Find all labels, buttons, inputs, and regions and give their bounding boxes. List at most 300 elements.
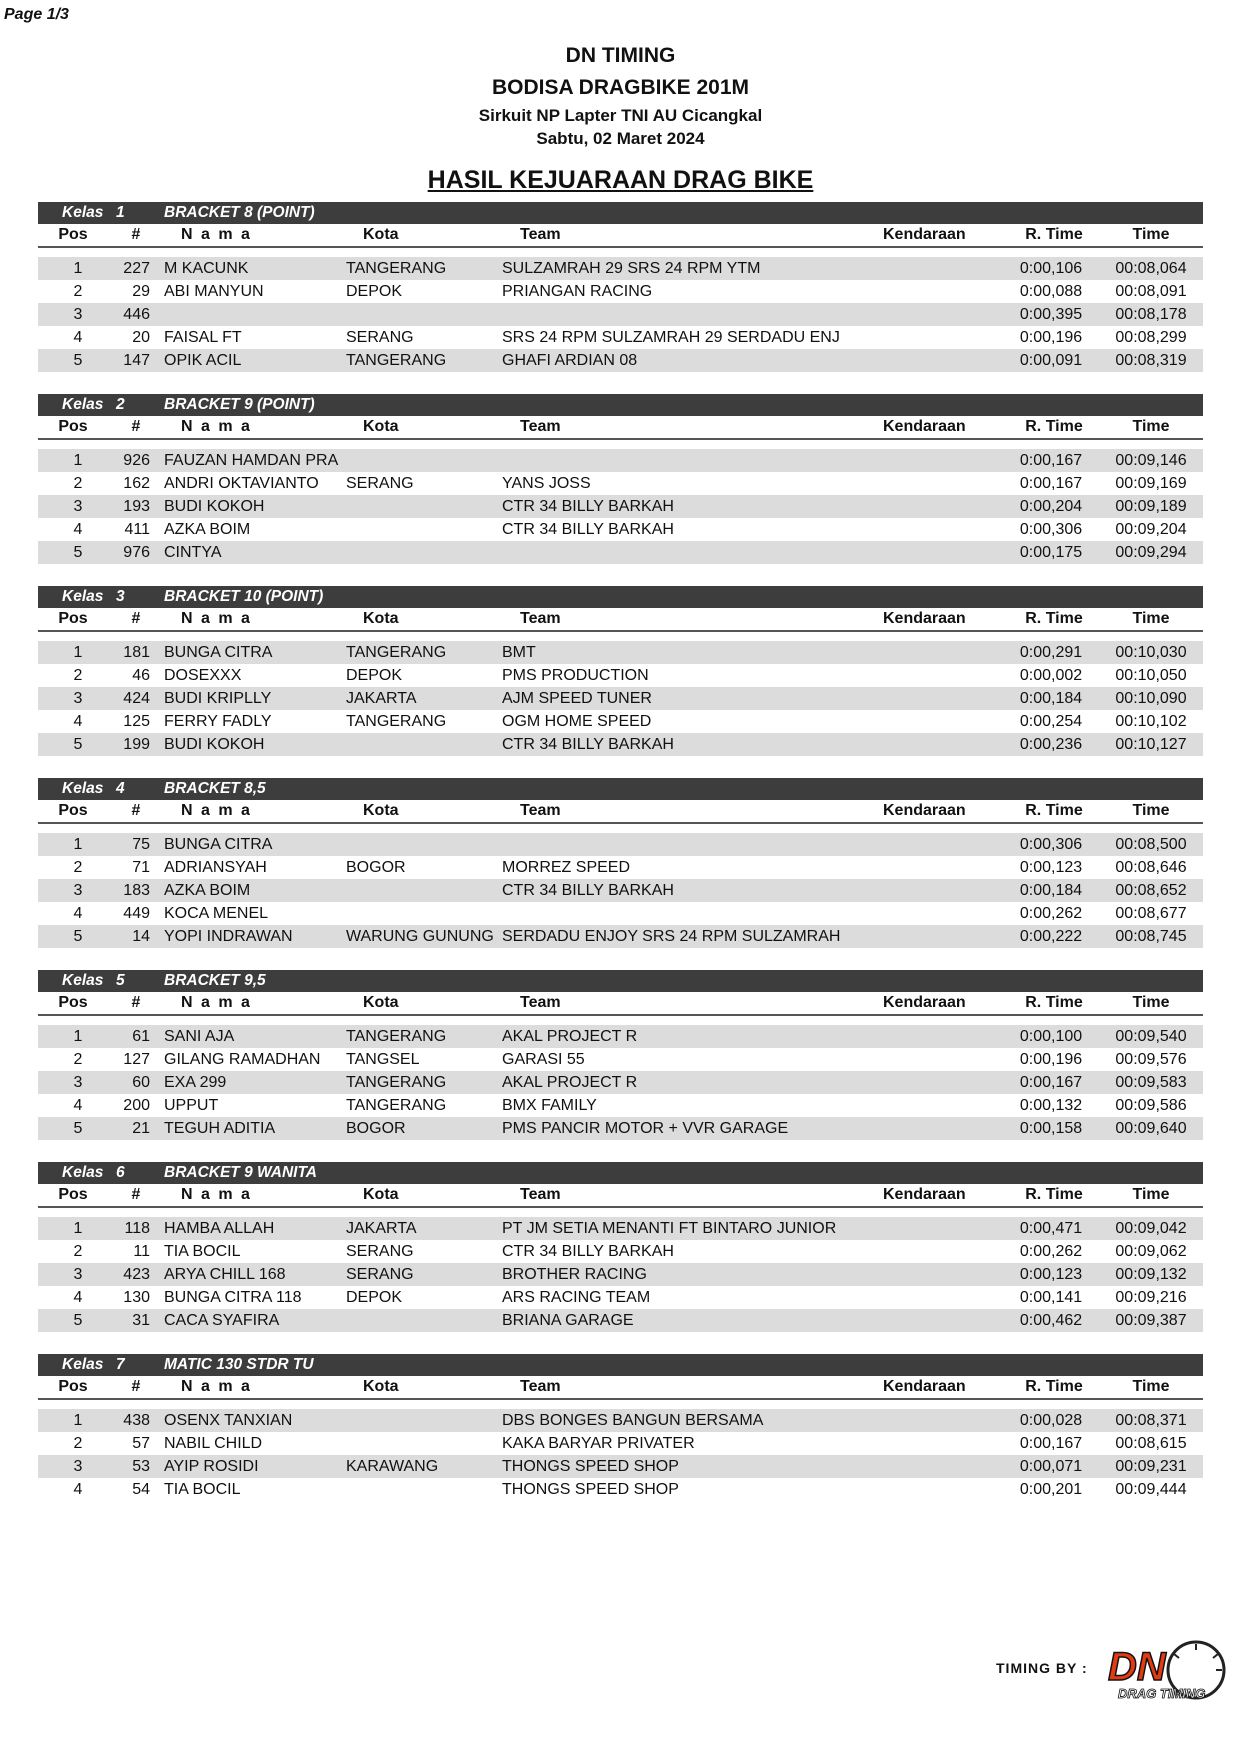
cell-time: 00:09,540 — [1115, 1028, 1187, 1045]
cell-name: ABI MANYUN — [164, 283, 264, 300]
column-header-rtime: R. Time — [1025, 226, 1083, 243]
dn-timing-logo — [1100, 1640, 1236, 1704]
column-header-pos: Pos — [58, 1378, 88, 1395]
cell-city: WARUNG GUNUNG — [346, 928, 494, 945]
cell-num: 976 — [123, 544, 150, 561]
cell-team: ARS RACING TEAM — [502, 1289, 651, 1306]
cell-pos: 5 — [73, 352, 83, 369]
class-word: Kelas — [62, 780, 104, 797]
table-row — [38, 257, 1203, 280]
cell-time: 00:09,583 — [1115, 1074, 1187, 1091]
table-row — [38, 1240, 1203, 1263]
table-row — [38, 541, 1203, 564]
cell-name: NABIL CHILD — [164, 1435, 263, 1452]
class-section — [38, 586, 1203, 778]
cell-num: 57 — [132, 1435, 150, 1452]
class-name: BRACKET 8,5 — [164, 780, 266, 797]
cell-name: CINTYA — [164, 544, 222, 561]
cell-city: BOGOR — [346, 1120, 406, 1137]
cell-name: BUNGA CITRA — [164, 644, 273, 661]
cell-city: SERANG — [346, 1243, 414, 1260]
column-header-row — [38, 1184, 1203, 1208]
cell-city: SERANG — [346, 329, 414, 346]
cell-team: PRIANGAN RACING — [502, 283, 653, 300]
cell-pos: 4 — [73, 905, 83, 922]
cell-name: BUDI KOKOH — [164, 736, 265, 753]
cell-rtime: 0:00,291 — [1019, 644, 1083, 661]
table-row — [38, 495, 1203, 518]
column-header-row — [38, 800, 1203, 824]
cell-name: YOPI INDRAWAN — [164, 928, 293, 945]
cell-rtime: 0:00,184 — [1019, 690, 1083, 707]
table-row — [38, 1286, 1203, 1309]
cell-num: 11 — [133, 1243, 150, 1260]
cell-num: 60 — [132, 1074, 150, 1091]
class-word: Kelas — [62, 1356, 104, 1373]
table-row — [38, 518, 1203, 541]
cell-team: CTR 34 BILLY BARKAH — [502, 498, 674, 515]
cell-num: 118 — [124, 1220, 150, 1237]
cell-team: OGM HOME SPEED — [502, 713, 652, 730]
table-row — [38, 1071, 1203, 1094]
cell-rtime: 0:00,184 — [1019, 882, 1083, 899]
cell-rtime: 0:00,175 — [1019, 544, 1083, 561]
cell-name: GILANG RAMADHAN — [164, 1051, 321, 1068]
class-word: Kelas — [62, 204, 104, 221]
cell-rtime: 0:00,167 — [1019, 1074, 1083, 1091]
cell-team: SULZAMRAH 29 SRS 24 RPM YTM — [502, 260, 761, 277]
cell-num: 199 — [123, 736, 150, 753]
cell-city: TANGERANG — [346, 1097, 447, 1114]
cell-city: TANGERANG — [346, 713, 447, 730]
column-header-team: Team — [520, 802, 561, 819]
column-header-time: Time — [1132, 610, 1170, 627]
cell-rtime: 0:00,462 — [1019, 1312, 1083, 1329]
cell-team: KAKA BARYAR PRIVATER — [502, 1435, 695, 1452]
cell-team: PMS PANCIR MOTOR + VVR GARAGE — [502, 1120, 789, 1137]
column-header-city: Kota — [363, 226, 399, 243]
cell-team: BROTHER RACING — [502, 1266, 647, 1283]
column-header-name: N a m a — [181, 1186, 252, 1203]
column-header-city: Kota — [363, 1186, 399, 1203]
cell-time: 00:09,042 — [1115, 1220, 1187, 1237]
cell-pos: 5 — [73, 1312, 83, 1329]
table-row — [38, 280, 1203, 303]
table-row — [38, 925, 1203, 948]
cell-team: DBS BONGES BANGUN BERSAMA — [502, 1412, 764, 1429]
cell-rtime: 0:00,106 — [1019, 260, 1083, 277]
cell-name: AYIP ROSIDI — [164, 1458, 259, 1475]
table-row — [38, 733, 1203, 756]
cell-num: 162 — [123, 475, 150, 492]
table-row — [38, 641, 1203, 664]
cell-city: TANGERANG — [346, 644, 447, 661]
document-header — [0, 40, 1241, 196]
table-row — [38, 1048, 1203, 1071]
cell-rtime: 0:00,395 — [1019, 306, 1083, 323]
table-row — [38, 326, 1203, 349]
cell-pos: 1 — [73, 644, 83, 661]
class-header-bar — [38, 202, 1203, 224]
cell-num: 20 — [132, 329, 150, 346]
table-row — [38, 1263, 1203, 1286]
cell-pos: 4 — [73, 713, 83, 730]
cell-pos: 5 — [73, 928, 83, 945]
cell-num: 423 — [123, 1266, 150, 1283]
cell-team: BMX FAMILY — [502, 1097, 597, 1114]
cell-name: CACA SYAFIRA — [164, 1312, 280, 1329]
cell-time: 00:08,371 — [1115, 1412, 1187, 1429]
cell-rtime: 0:00,100 — [1019, 1028, 1083, 1045]
column-header-name: N a m a — [181, 994, 252, 1011]
column-header-team: Team — [520, 1186, 561, 1203]
column-header-num: # — [131, 610, 141, 627]
cell-pos: 2 — [73, 1051, 83, 1068]
table-row — [38, 1409, 1203, 1432]
class-name: BRACKET 8 (POINT) — [164, 204, 315, 221]
class-header-bar — [38, 1162, 1203, 1184]
column-header-rtime: R. Time — [1025, 418, 1083, 435]
cell-num: 46 — [132, 667, 150, 684]
column-header-team: Team — [520, 226, 561, 243]
cell-time: 00:09,294 — [1115, 544, 1187, 561]
class-section — [38, 970, 1203, 1162]
column-header-city: Kota — [363, 994, 399, 1011]
cell-pos: 1 — [73, 452, 83, 469]
cell-pos: 2 — [73, 859, 83, 876]
column-header-city: Kota — [363, 1378, 399, 1395]
cell-time: 00:10,102 — [1115, 713, 1187, 730]
column-header-row — [38, 416, 1203, 440]
cell-time: 00:08,652 — [1115, 882, 1187, 899]
cell-num: 926 — [123, 452, 150, 469]
cell-rtime: 0:00,167 — [1019, 475, 1083, 492]
cell-team: SRS 24 RPM SULZAMRAH 29 SERDADU ENJ — [502, 329, 840, 346]
cell-pos: 4 — [73, 521, 83, 538]
cell-time: 00:09,444 — [1115, 1481, 1187, 1498]
cell-num: 14 — [132, 928, 150, 945]
cell-rtime: 0:00,204 — [1019, 498, 1083, 515]
results-sections — [38, 202, 1203, 1523]
venue: Sirkuit NP Lapter TNI AU Cicangkal — [478, 106, 763, 125]
class-name: BRACKET 9 (POINT) — [164, 396, 315, 413]
column-header-time: Time — [1132, 226, 1170, 243]
column-header-num: # — [131, 1186, 141, 1203]
table-row — [38, 833, 1203, 856]
cell-num: 200 — [123, 1097, 150, 1114]
cell-num: 125 — [123, 713, 150, 730]
cell-name: SANI AJA — [164, 1028, 235, 1045]
cell-city: DEPOK — [346, 667, 403, 684]
cell-rtime: 0:00,262 — [1019, 1243, 1083, 1260]
column-header-row — [38, 224, 1203, 248]
column-header-pos: Pos — [58, 226, 88, 243]
class-number: 2 — [116, 396, 125, 413]
cell-rtime: 0:00,306 — [1019, 521, 1083, 538]
table-row — [38, 449, 1203, 472]
column-header-time: Time — [1132, 1378, 1170, 1395]
cell-num: 75 — [132, 836, 150, 853]
table-row — [38, 902, 1203, 925]
class-number: 1 — [116, 204, 125, 221]
svg-text:DN: DN — [1108, 1645, 1166, 1689]
cell-pos: 5 — [73, 736, 83, 753]
cell-team: SERDADU ENJOY SRS 24 RPM SULZAMRAH — [502, 928, 841, 945]
column-header-vehicle: Kendaraan — [883, 802, 966, 819]
table-row — [38, 1217, 1203, 1240]
cell-pos: 3 — [73, 882, 83, 899]
cell-team: THONGS SPEED SHOP — [502, 1481, 679, 1498]
column-header-vehicle: Kendaraan — [883, 994, 966, 1011]
column-header-name: N a m a — [181, 610, 252, 627]
cell-time: 00:09,576 — [1115, 1051, 1187, 1068]
cell-name: M KACUNK — [164, 260, 249, 277]
class-header-bar — [38, 394, 1203, 416]
cell-pos: 2 — [73, 475, 83, 492]
cell-team: PMS PRODUCTION — [502, 667, 649, 684]
table-row — [38, 856, 1203, 879]
cell-team: CTR 34 BILLY BARKAH — [502, 1243, 674, 1260]
cell-rtime: 0:00,071 — [1019, 1458, 1083, 1475]
column-header-city: Kota — [363, 610, 399, 627]
cell-pos: 2 — [73, 1435, 83, 1452]
cell-pos: 4 — [73, 329, 83, 346]
cell-city: KARAWANG — [346, 1458, 439, 1475]
cell-time: 00:09,062 — [1115, 1243, 1187, 1260]
cell-city: TANGSEL — [346, 1051, 420, 1068]
class-name: BRACKET 9,5 — [164, 972, 266, 989]
cell-num: 424 — [123, 690, 150, 707]
cell-team: BRIANA GARAGE — [502, 1312, 634, 1329]
table-row — [38, 1025, 1203, 1048]
cell-time: 00:09,132 — [1115, 1266, 1187, 1283]
cell-rtime: 0:00,158 — [1019, 1120, 1083, 1137]
cell-pos: 1 — [73, 1028, 83, 1045]
class-header-bar — [38, 778, 1203, 800]
svg-text:DRAG TIMING: DRAG TIMING — [1118, 1686, 1206, 1701]
cell-team: CTR 34 BILLY BARKAH — [502, 736, 674, 753]
cell-time: 00:10,090 — [1115, 690, 1187, 707]
cell-name: BUDI KOKOH — [164, 498, 265, 515]
cell-rtime: 0:00,196 — [1019, 329, 1083, 346]
table-row — [38, 664, 1203, 687]
cell-num: 53 — [132, 1458, 150, 1475]
column-header-pos: Pos — [58, 994, 88, 1011]
class-name: BRACKET 9 WANITA — [164, 1164, 317, 1181]
class-name: MATIC 130 STDR TU — [164, 1356, 314, 1373]
cell-time: 00:08,677 — [1115, 905, 1187, 922]
cell-num: 147 — [123, 352, 150, 369]
cell-rtime: 0:00,222 — [1019, 928, 1083, 945]
cell-time: 00:10,050 — [1115, 667, 1187, 684]
cell-time: 00:08,646 — [1115, 859, 1187, 876]
cell-num: 31 — [132, 1312, 150, 1329]
class-word: Kelas — [62, 972, 104, 989]
cell-num: 54 — [132, 1481, 150, 1498]
column-header-num: # — [131, 418, 141, 435]
column-header-team: Team — [520, 610, 561, 627]
table-row — [38, 1478, 1203, 1501]
cell-num: 21 — [132, 1120, 150, 1137]
class-section — [38, 394, 1203, 586]
cell-rtime: 0:00,167 — [1019, 452, 1083, 469]
cell-name: DOSEXXX — [164, 667, 242, 684]
column-header-vehicle: Kendaraan — [883, 610, 966, 627]
cell-name: BUNGA CITRA 118 — [164, 1289, 302, 1306]
cell-num: 438 — [123, 1412, 150, 1429]
cell-name: ARYA CHILL 168 — [164, 1266, 286, 1283]
column-header-rtime: R. Time — [1025, 994, 1083, 1011]
cell-time: 00:09,640 — [1115, 1120, 1187, 1137]
cell-pos: 3 — [73, 306, 83, 323]
column-header-vehicle: Kendaraan — [883, 418, 966, 435]
cell-name: FAUZAN HAMDAN PRA — [164, 452, 339, 469]
event-date: Sabtu, 02 Maret 2024 — [536, 129, 705, 148]
class-number: 3 — [116, 588, 125, 605]
class-header-bar — [38, 586, 1203, 608]
cell-rtime: 0:00,088 — [1019, 283, 1083, 300]
cell-city: DEPOK — [346, 1289, 403, 1306]
cell-pos: 4 — [73, 1097, 83, 1114]
cell-pos: 2 — [73, 283, 83, 300]
column-header-vehicle: Kendaraan — [883, 226, 966, 243]
cell-rtime: 0:00,091 — [1019, 352, 1083, 369]
column-header-row — [38, 992, 1203, 1016]
cell-pos: 3 — [73, 1074, 83, 1091]
column-header-pos: Pos — [58, 802, 88, 819]
cell-time: 00:08,178 — [1115, 306, 1187, 323]
cell-rtime: 0:00,123 — [1019, 1266, 1083, 1283]
cell-pos: 1 — [73, 1220, 83, 1237]
cell-num: 193 — [123, 498, 150, 515]
cell-city: DEPOK — [346, 283, 403, 300]
cell-pos: 1 — [73, 260, 83, 277]
cell-team: AKAL PROJECT R — [502, 1028, 638, 1045]
cell-name: FERRY FADLY — [164, 713, 272, 730]
cell-rtime: 0:00,306 — [1019, 836, 1083, 853]
column-header-time: Time — [1132, 994, 1170, 1011]
cell-name: HAMBA ALLAH — [164, 1220, 275, 1237]
cell-city: TANGERANG — [346, 1074, 447, 1091]
table-row — [38, 303, 1203, 326]
cell-name: KOCA MENEL — [164, 905, 269, 922]
cell-pos: 5 — [73, 544, 83, 561]
cell-name: BUDI KRIPLLY — [164, 690, 272, 707]
class-number: 4 — [116, 780, 125, 797]
cell-city: JAKARTA — [346, 690, 417, 707]
table-row — [38, 1432, 1203, 1455]
column-header-rtime: R. Time — [1025, 802, 1083, 819]
cell-time: 00:08,299 — [1115, 329, 1187, 346]
table-row — [38, 710, 1203, 733]
cell-city: JAKARTA — [346, 1220, 417, 1237]
cell-name: AZKA BOIM — [164, 882, 251, 899]
column-header-rtime: R. Time — [1025, 1186, 1083, 1203]
cell-pos: 2 — [73, 667, 83, 684]
cell-time: 00:10,030 — [1115, 644, 1187, 661]
cell-rtime: 0:00,201 — [1019, 1481, 1083, 1498]
document-title: HASIL KEJUARAAN DRAG BIKE — [427, 166, 814, 194]
cell-pos: 1 — [73, 836, 83, 853]
cell-team: THONGS SPEED SHOP — [502, 1458, 679, 1475]
cell-time: 00:08,615 — [1115, 1435, 1187, 1452]
cell-pos: 3 — [73, 1266, 83, 1283]
cell-pos: 1 — [73, 1412, 83, 1429]
cell-city: SERANG — [346, 1266, 414, 1283]
cell-city: TANGERANG — [346, 352, 447, 369]
cell-num: 61 — [132, 1028, 150, 1045]
table-row — [38, 472, 1203, 495]
column-header-city: Kota — [363, 802, 399, 819]
table-row — [38, 1094, 1203, 1117]
column-header-vehicle: Kendaraan — [883, 1378, 966, 1395]
class-word: Kelas — [62, 1164, 104, 1181]
cell-rtime: 0:00,262 — [1019, 905, 1083, 922]
cell-time: 00:09,231 — [1115, 1458, 1187, 1475]
cell-num: 71 — [132, 859, 150, 876]
column-header-name: N a m a — [181, 802, 252, 819]
column-header-pos: Pos — [58, 1186, 88, 1203]
cell-rtime: 0:00,196 — [1019, 1051, 1083, 1068]
column-header-rtime: R. Time — [1025, 610, 1083, 627]
cell-time: 00:08,064 — [1115, 260, 1187, 277]
column-header-row — [38, 608, 1203, 632]
column-header-num: # — [131, 994, 141, 1011]
cell-pos: 2 — [73, 1243, 83, 1260]
column-header-pos: Pos — [58, 610, 88, 627]
cell-name: ANDRI OKTAVIANTO — [164, 475, 319, 492]
column-header-row — [38, 1376, 1203, 1400]
cell-pos: 4 — [73, 1481, 83, 1498]
cell-team: YANS JOSS — [502, 475, 591, 492]
table-row — [38, 349, 1203, 372]
class-word: Kelas — [62, 396, 104, 413]
cell-team: BMT — [502, 644, 536, 661]
table-row — [38, 1455, 1203, 1478]
cell-team: AJM SPEED TUNER — [502, 690, 652, 707]
column-header-name: N a m a — [181, 418, 252, 435]
cell-time: 00:08,319 — [1115, 352, 1187, 369]
cell-name: AZKA BOIM — [164, 521, 251, 538]
column-header-rtime: R. Time — [1025, 1378, 1083, 1395]
cell-time: 00:08,091 — [1115, 283, 1187, 300]
cell-time: 00:08,500 — [1115, 836, 1187, 853]
cell-num: 127 — [123, 1051, 150, 1068]
cell-team: AKAL PROJECT R — [502, 1074, 638, 1091]
class-section — [38, 1162, 1203, 1354]
column-header-num: # — [131, 226, 141, 243]
cell-pos: 3 — [73, 498, 83, 515]
cell-rtime: 0:00,254 — [1019, 713, 1083, 730]
cell-name: OSENX TANXIAN — [164, 1412, 293, 1429]
table-row — [38, 1309, 1203, 1332]
cell-city: TANGERANG — [346, 260, 447, 277]
cell-num: 449 — [123, 905, 150, 922]
cell-rtime: 0:00,471 — [1019, 1220, 1083, 1237]
column-header-time: Time — [1132, 418, 1170, 435]
cell-name: OPIK ACIL — [164, 352, 242, 369]
cell-pos: 5 — [73, 1120, 83, 1137]
cell-team: PT JM SETIA MENANTI FT BINTARO JUNIOR — [502, 1220, 837, 1237]
cell-team: GARASI 55 — [502, 1051, 585, 1068]
column-header-num: # — [131, 802, 141, 819]
timing-by-label: TIMING BY : — [996, 1660, 1088, 1676]
cell-num: 130 — [123, 1289, 150, 1306]
column-header-pos: Pos — [58, 418, 88, 435]
cell-time: 00:09,204 — [1115, 521, 1187, 538]
column-header-name: N a m a — [181, 1378, 252, 1395]
table-row — [38, 879, 1203, 902]
